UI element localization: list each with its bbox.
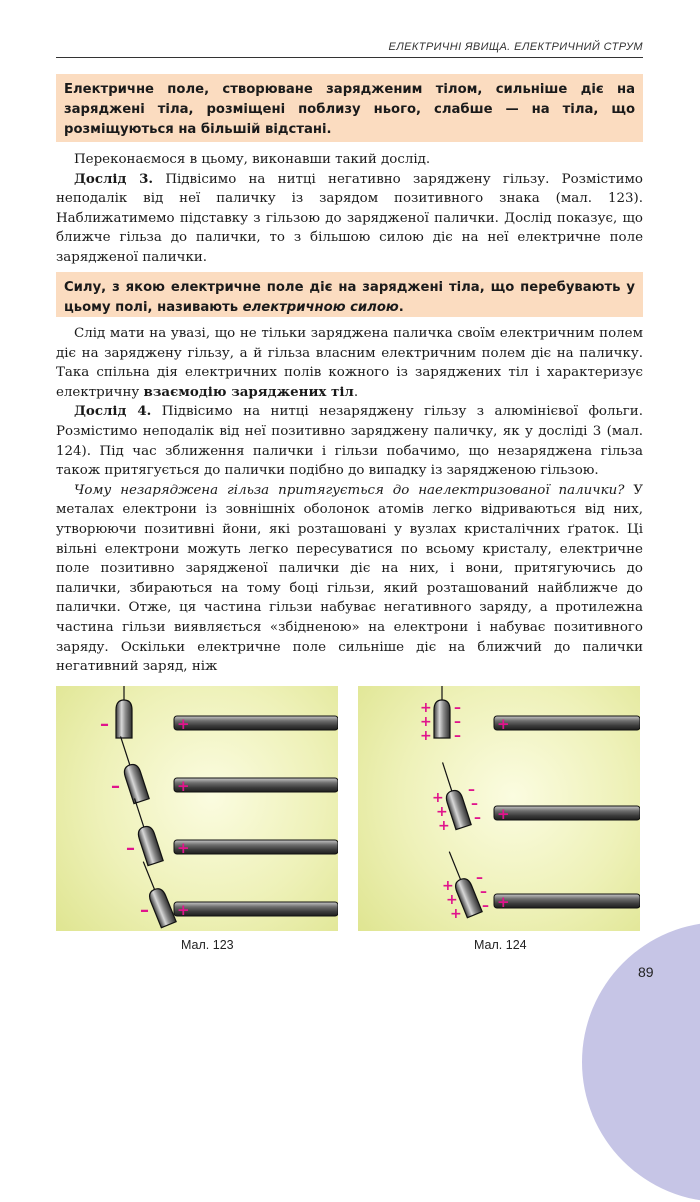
experiment-4-text: Підвісимо на нитці незаряджену гільзу з алюмінієвої фольги. Розмістимо неподалік від неї позитивно заряджену паличку, як у досліді 3 (мал. 124). Під час зближення палички і гільзи побачимо, що незаряджена гільза також притягується до палички подібно до випадку із зарядженою гільзою. bbox=[56, 404, 643, 479]
charged-rod bbox=[494, 806, 640, 820]
minus-charge: – bbox=[454, 700, 461, 716]
definition-box-electric-force bbox=[56, 272, 643, 317]
interaction-end: . bbox=[353, 384, 359, 400]
interaction-bold: взаємодію заряджених тіл bbox=[143, 383, 354, 400]
charged-rod bbox=[494, 894, 640, 908]
minus-charge: – bbox=[454, 728, 461, 744]
experiment-4-label: Дослід 4. bbox=[74, 403, 152, 420]
text-block-1 bbox=[56, 150, 643, 268]
shell-1 bbox=[116, 686, 132, 738]
figure-123-drawing bbox=[56, 686, 338, 931]
shell-minus-sign: – bbox=[111, 776, 120, 797]
running-header bbox=[56, 38, 643, 58]
charged-rod bbox=[494, 716, 640, 730]
minus-charge: – bbox=[482, 898, 489, 914]
box1-text: Електричне поле, створюване зарядженим тілом, сильніше діє на заряджені тіла, розміщені поблизу нього, слабше — на тіла, що розміщуються на більшій відстані. bbox=[64, 82, 635, 137]
figure-124-drawing bbox=[358, 686, 640, 931]
plus-charge: + bbox=[420, 714, 432, 730]
paragraph-intro-text: Переконаємося в цьому, виконавши такий дослід. bbox=[74, 152, 431, 167]
minus-charge: – bbox=[471, 796, 478, 812]
rods-124 bbox=[494, 716, 640, 908]
box2-end: . bbox=[398, 300, 404, 315]
minus-charge: – bbox=[474, 810, 481, 826]
rod-plus-sign: + bbox=[497, 715, 510, 733]
figure-124 bbox=[358, 686, 640, 931]
box2-text: Силу, з якою електричне поле діє на заряджені тіла, що перебувають у цьому полі, називають bbox=[64, 280, 635, 315]
minus-charge: – bbox=[454, 714, 461, 730]
charged-rod bbox=[174, 840, 338, 854]
box2-term: електричною силою bbox=[242, 300, 399, 315]
definition-box-field-strength bbox=[56, 74, 643, 142]
figure-123-caption: Мал. 123 bbox=[181, 938, 234, 952]
shell-minus-sign: – bbox=[140, 900, 149, 921]
paragraph-experiment-3 bbox=[56, 170, 643, 268]
plus-charge: + bbox=[436, 804, 448, 820]
plus-charge: + bbox=[438, 818, 450, 834]
rod-plus-sign: + bbox=[177, 715, 190, 733]
experiment-3-text: Підвісимо на нитці негативно заряджену гільзу. Розмістимо неподалік від неї паличку із зарядом позитивного знака (мал. 123). Наближатимемо підставку з гільзою до зарядженої палички. Дослід показує, що ближче гільза до палички, то з більшою силою діє на неї електричне поле зарядженої палички. bbox=[56, 171, 643, 265]
rod-plus-sign: + bbox=[177, 777, 190, 795]
shell-minus-sign: – bbox=[126, 838, 135, 859]
paragraph-question bbox=[56, 481, 643, 677]
paragraph-experiment-4 bbox=[56, 402, 643, 480]
minus-charge: – bbox=[480, 884, 487, 900]
charged-rod bbox=[174, 716, 338, 730]
plus-charge: + bbox=[420, 728, 432, 744]
paragraph-intro bbox=[56, 150, 643, 170]
experiment-3-label: Дослід 3. bbox=[74, 170, 154, 187]
plus-charge: + bbox=[446, 892, 458, 908]
plus-charge: + bbox=[442, 878, 454, 894]
question-text: Чому незаряджена гільза притягується до наелектризованої палички? bbox=[74, 482, 625, 498]
rod-plus-sign: + bbox=[497, 805, 510, 823]
rod-plus-sign: + bbox=[497, 893, 510, 911]
rod-plus-sign: + bbox=[177, 901, 190, 919]
question-answer-text: У металах електрони із зовнішніх оболонок атомів легко відриваються від них, утворюючи позитивні йони, які розташовані у вузлах кристалічних ґраток. Ці вільні електрони можуть легко пересуватися по всьому кристалу, електричне поле позитивно зарядженої палички діє на них, і вони, притягуючись до палички, збираються на тому боці гільзи, який розташований найближче до палички. Отже, ця частина гільзи набуває негативного заряду, а протилежна частина гільзи виявляється «збіднeною» на електрони і набуває позитивного заряду. Оскільки електричне поле сильніше діє на ближчий до палички негативний заряд, ніж bbox=[56, 482, 643, 675]
shell-minus-sign: – bbox=[100, 714, 109, 735]
rod-plus-sign: + bbox=[177, 839, 190, 857]
minus-charge: – bbox=[476, 870, 483, 886]
plus-charge: + bbox=[450, 906, 462, 922]
charged-rod bbox=[174, 778, 338, 792]
figure-124-caption: Мал. 124 bbox=[474, 938, 527, 952]
figure-123 bbox=[56, 686, 338, 931]
rods-123 bbox=[174, 716, 338, 916]
running-title: ЕЛЕКТРИЧНІ ЯВИЩА. ЕЛЕКТРИЧНИЙ СТРУМ bbox=[388, 41, 643, 53]
charged-rod bbox=[174, 902, 338, 916]
plus-charge: + bbox=[420, 700, 432, 716]
plus-charge: + bbox=[432, 790, 444, 806]
minus-charge: – bbox=[468, 782, 475, 798]
interaction-text: Слід мати на увазі, що не тільки заряджена паличка своїм електричним полем діє на заряджену гільзу, а й гільза власним електричним полем діє на паличку. Така спільна дія електричних полів кожного із заряджених тіл і характеризує електричну bbox=[56, 326, 643, 400]
text-block-2 bbox=[56, 324, 643, 677]
shell-uncharged-1 bbox=[434, 686, 450, 738]
paragraph-interaction bbox=[56, 324, 643, 402]
page-number: 89 bbox=[638, 964, 654, 980]
